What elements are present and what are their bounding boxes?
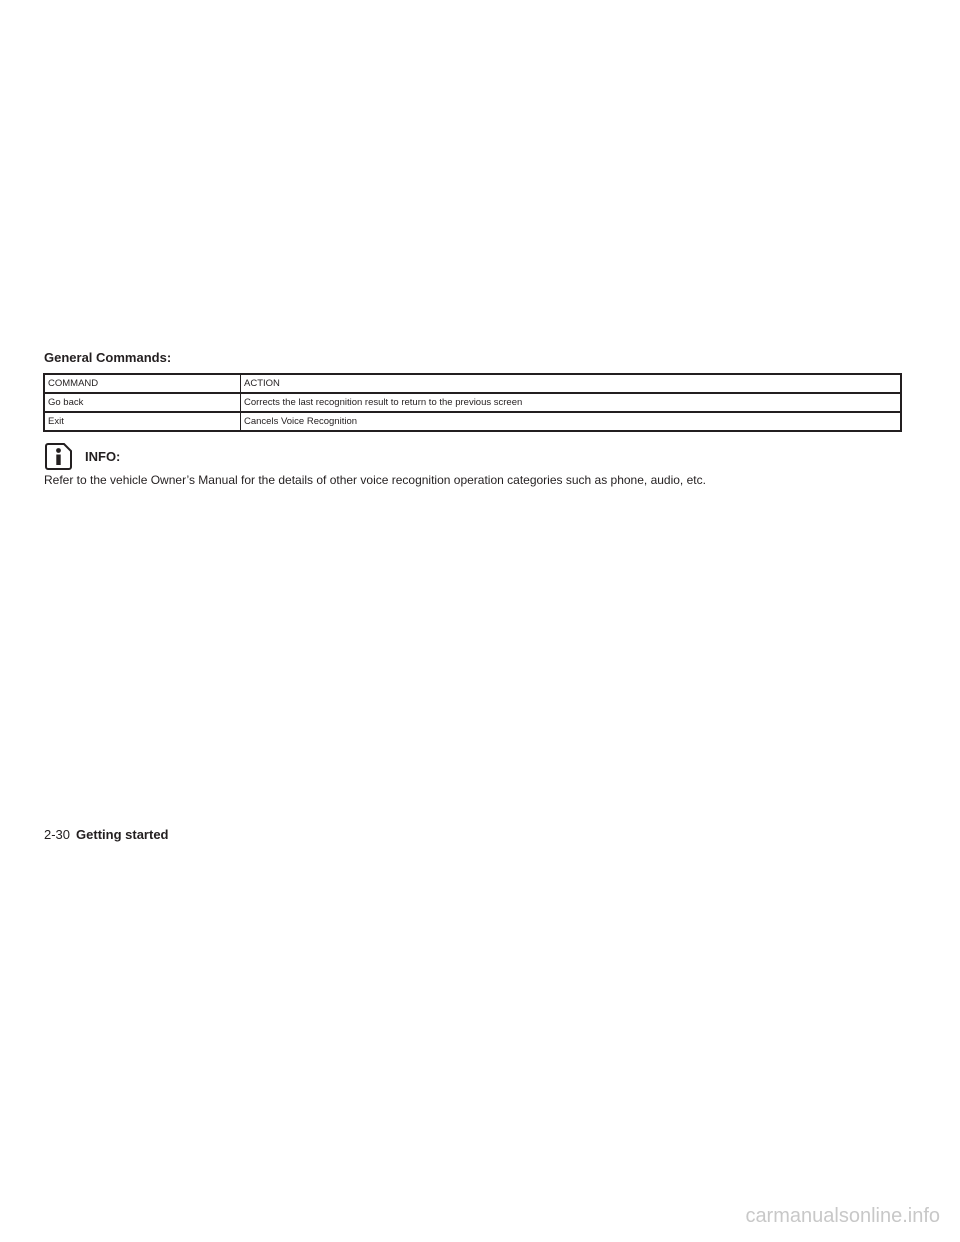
header-action: ACTION: [241, 374, 902, 393]
action-cell: Cancels Voice Recognition: [244, 416, 358, 427]
action-cell: Corrects the last recognition result to return to the previous screen: [241, 393, 902, 412]
info-text: Refer to the vehicle Owner’s Manual for the details of other voice recognition operation categories such as phone, audio, etc.: [44, 473, 706, 487]
page-number: 2-30: [44, 827, 71, 842]
command-cell: Go back: [44, 393, 241, 412]
table-header-row: [44, 374, 901, 393]
section-heading: General Commands:: [44, 350, 172, 365]
chapter-title: Getting started: [76, 827, 169, 842]
table-row: [44, 412, 901, 431]
commands-table: [43, 373, 902, 432]
info-icon: [45, 443, 72, 470]
table-row: [44, 393, 901, 412]
watermark: carmanualsonline.info: [745, 1205, 940, 1227]
info-label: INFO:: [85, 449, 121, 464]
header-command: COMMAND: [44, 374, 241, 393]
command-cell: Exit: [44, 412, 241, 431]
page-footer: [44, 827, 169, 842]
